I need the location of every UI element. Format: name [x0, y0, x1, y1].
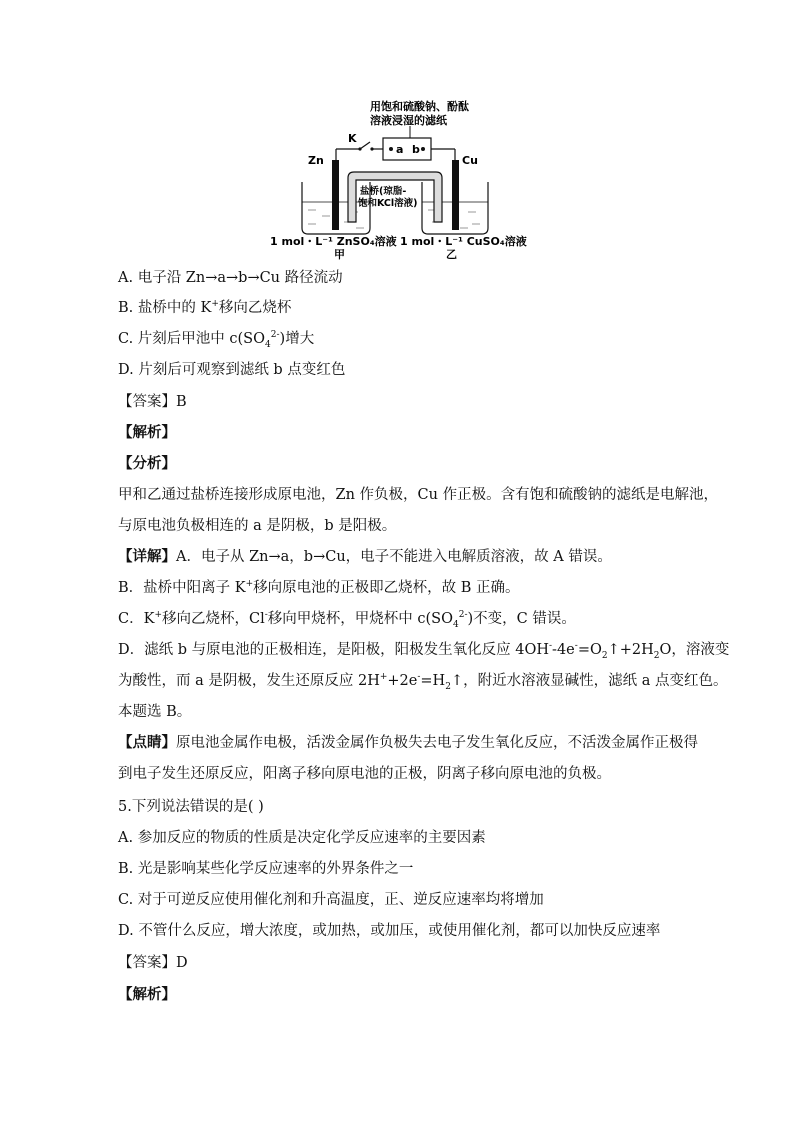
- cell-jia-label: 甲: [334, 248, 345, 260]
- q4-option-c: [118, 329, 314, 349]
- sulfate-sub: 4: [452, 619, 459, 630]
- q4-option-c-text: C. 片刻后甲池中 c(SO: [118, 331, 266, 347]
- detail-d-3: =O: [577, 642, 602, 658]
- sulfate-sup: 2-: [458, 610, 468, 621]
- minus-sup: -: [264, 610, 268, 621]
- q4-analysis-1: 甲和乙通过盐桥连接形成原电池，Zn 作负极，Cu 作正极。含有饱和硫酸钠的滤纸是电解池，: [118, 487, 719, 503]
- salt-bridge-label-2: 饱和KCl溶液): [358, 198, 418, 209]
- minus-sup: -: [574, 641, 578, 652]
- plus-sup: +: [211, 299, 219, 310]
- zn-electrode: [332, 160, 339, 230]
- detail-c-3: 移向甲烧杯，甲烧杯中 c(SO: [267, 611, 453, 627]
- detail-c-1: C．K: [118, 611, 155, 627]
- q5-option-c: C. 对于可逆反应使用催化剂和升高温度，正、逆反应速率均将增加: [118, 892, 544, 908]
- q5-answer: 【答案】D: [118, 955, 188, 971]
- q4-fenxi-tag: 【分析】: [118, 455, 176, 472]
- detail-d-1: D．滤纸 b 与原电池的正极相连，是阳极，阳极发生氧化反应 4OH: [118, 642, 549, 658]
- tip-1-text: 原电池金属作电极，活泼金属作负极失去电子发生氧化反应，不活泼金属作正极得: [176, 735, 698, 751]
- detail-b-text2: 移向原电池的正极即乙烧杯，故 B 正确。: [253, 580, 520, 596]
- q4-conclusion: 本题选 B。: [118, 704, 192, 720]
- electrochemical-cell-diagram: [260, 98, 530, 260]
- cu-electrode: [452, 160, 459, 230]
- two-sub: 2: [601, 650, 608, 661]
- two-sub: 2: [445, 681, 451, 692]
- q5-option-d: D. 不管什么反应，增大浓度，或加热，或加压，或使用催化剂，都可以加快反应速率: [118, 923, 661, 939]
- q5-jiexi-tag: 【解析】: [118, 986, 176, 1003]
- filter-paper-label: 用饱和硫酸钠、酚酞: [370, 100, 469, 113]
- sulfate-sub: 4: [265, 339, 271, 350]
- detail-d2-1: 为酸性，而 a 是阴极，发生还原反应 2H: [118, 673, 380, 689]
- q4-option-b-text: B. 盐桥中的 K: [118, 300, 212, 316]
- q4-analysis-2: 与原电池负极相连的 a 是阴极，b 是阳极。: [118, 518, 397, 534]
- q4-option-b: [118, 298, 291, 318]
- detail-d2-2: +2e: [387, 673, 418, 689]
- q4-option-a: A. 电子沿 Zn→a→b→Cu 路径流动: [118, 270, 343, 286]
- salt-bridge-label: 盐桥(琼脂-: [360, 186, 407, 197]
- q4-detail-a: [118, 547, 612, 567]
- q5-option-a: A. 参加反应的物质的性质是决定化学反应速率的主要因素: [118, 830, 486, 846]
- detail-tag: 【详解】: [118, 548, 176, 565]
- q4-tip-2: 到电子发生还原反应，阳离子移向原电池的正极，阴离子移向原电池的负极。: [118, 766, 611, 782]
- q4-jiexi-tag: 【解析】: [118, 424, 176, 441]
- q4-answer: 【答案】B: [118, 394, 187, 410]
- sulfate-sup: 2-: [270, 330, 280, 341]
- left-solution-label: 1 mol・L⁻¹ ZnSO₄溶液: [270, 235, 397, 248]
- detail-d-5: O，溶液变: [659, 642, 730, 658]
- q4-tip-1: [118, 733, 698, 753]
- salt-bridge: [348, 172, 442, 222]
- plus-sup: +: [245, 579, 254, 590]
- q4-detail-d: [118, 640, 729, 660]
- detail-a-text: A．电子从 Zn→a，b→Cu，电子不能进入电解质溶液，故 A 错误。: [176, 549, 612, 565]
- point-a-label: a: [396, 143, 404, 156]
- detail-d-2: -4e: [552, 642, 575, 658]
- plus-sup: +: [379, 672, 388, 683]
- cell-yi-label: 乙: [446, 248, 457, 260]
- point-b-label: b: [412, 143, 420, 156]
- detail-d-4: ↑+2H: [607, 642, 654, 658]
- right-solution-label: 1 mol・L⁻¹ CuSO₄溶液: [400, 235, 527, 248]
- q4-option-c-text2: )增大: [279, 331, 315, 347]
- detail-b-text: B．盐桥中阳离子 K: [118, 580, 246, 596]
- tip-tag: 【点睛】: [118, 734, 176, 751]
- detail-c-4: )不变，C 错误。: [467, 611, 576, 627]
- detail-c-2: 移向乙烧杯，Cl: [161, 611, 265, 627]
- switch-k-label: K: [348, 132, 357, 145]
- q4-option-b-text2: 移向乙烧杯: [218, 300, 292, 316]
- q4-detail-c: [118, 609, 576, 629]
- q4-detail-b: [118, 578, 520, 598]
- cu-label: Cu: [462, 154, 478, 167]
- detail-d2-3: =H: [420, 673, 446, 689]
- plus-sup: +: [154, 610, 162, 621]
- two-sub: 2: [653, 650, 660, 661]
- minus-sup: -: [549, 641, 553, 652]
- q5-stem: 5.下列说法错误的是( ): [118, 799, 264, 815]
- minus-sup: -: [417, 672, 421, 683]
- q4-detail-d-cont: [118, 671, 727, 691]
- zn-label: Zn: [308, 154, 324, 167]
- filter-paper-label-2: 溶液浸湿的滤纸: [370, 114, 447, 127]
- q4-option-d: D. 片刻后可观察到滤纸 b 点变红色: [118, 362, 346, 378]
- q5-option-b: B. 光是影响某些化学反应速率的外界条件之一: [118, 861, 414, 877]
- detail-d2-4: ↑，附近水溶液显碱性，滤纸 a 点变红色。: [450, 673, 728, 689]
